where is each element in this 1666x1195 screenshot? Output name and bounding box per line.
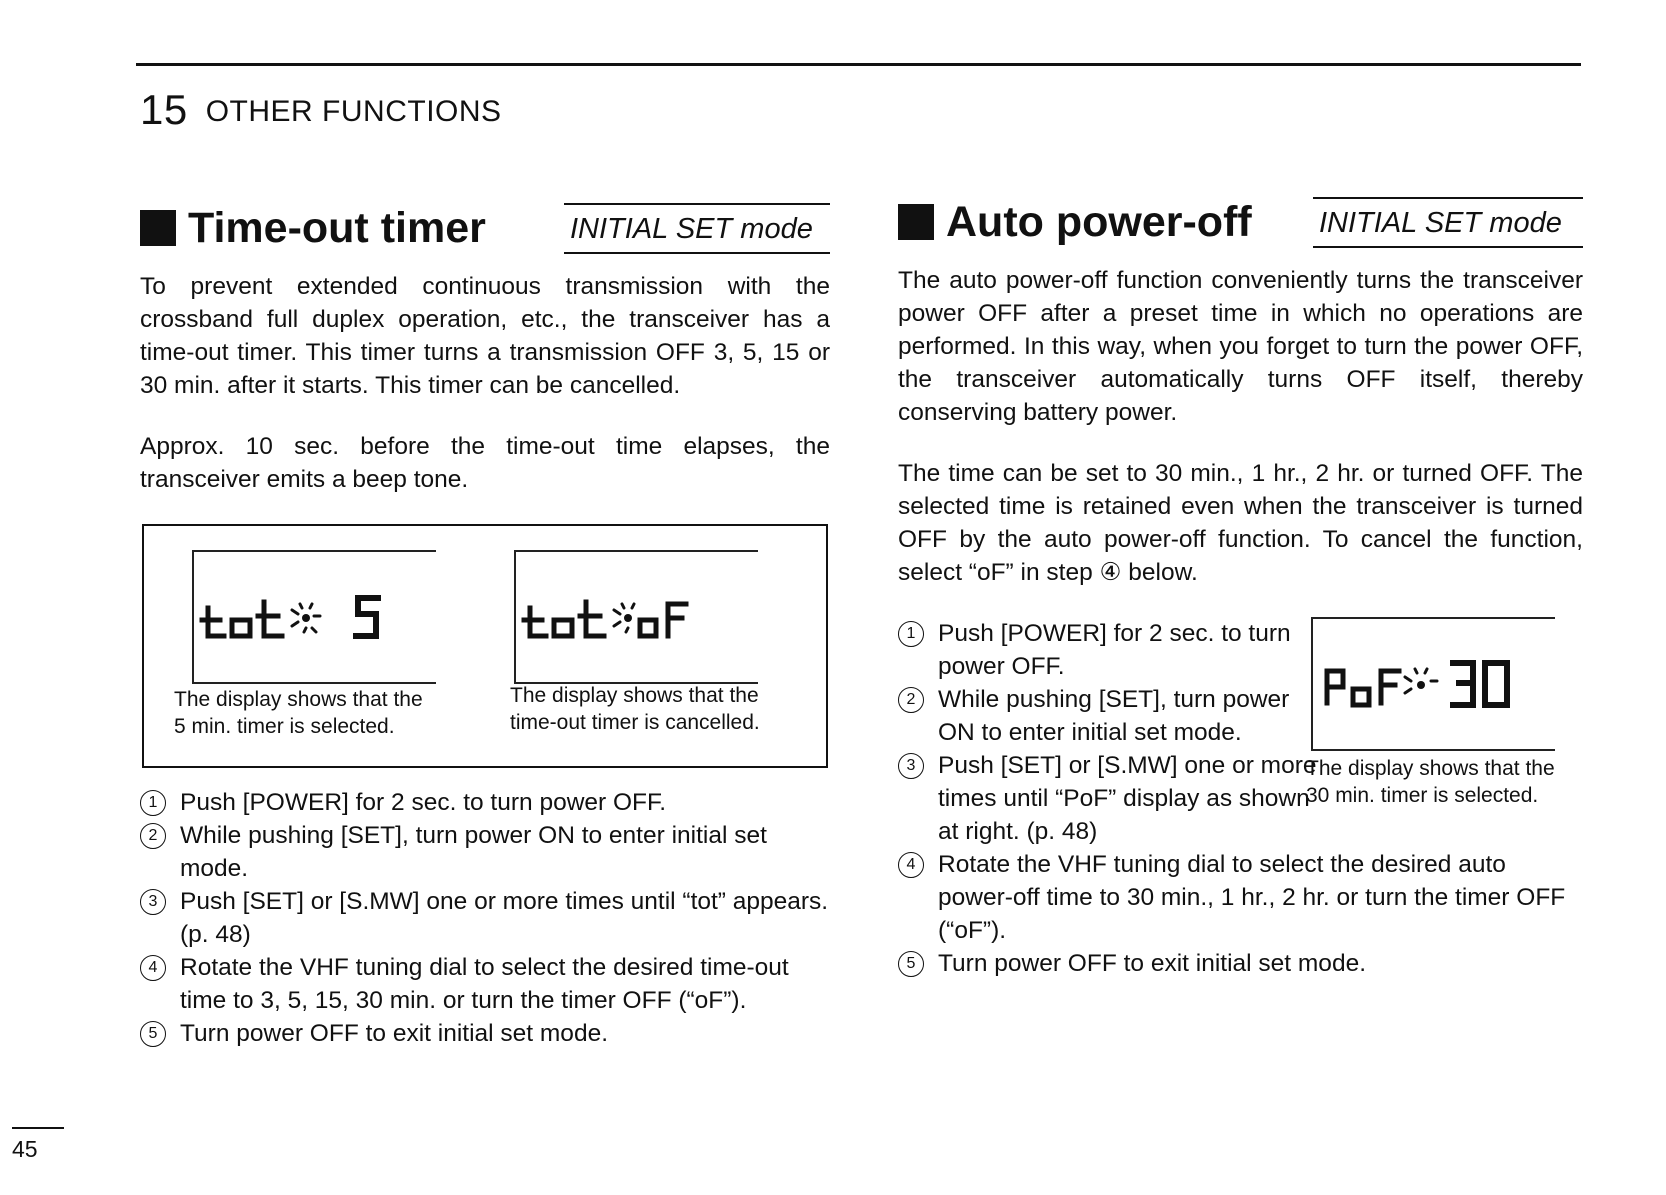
step-item: 1 Push [POWER] for 2 sec. to turn power OFF. [140, 786, 830, 819]
steps-with-display [898, 617, 1583, 980]
heading-square-icon [898, 204, 934, 240]
lcd-pof-30-icon [1313, 619, 1555, 749]
section-title: Time-out timer [188, 203, 486, 252]
display-caption: The display shows that the time-out timer is cancelled. [510, 684, 760, 734]
step-item: 5 Turn power OFF to exit initial set mode. [898, 947, 1583, 980]
page-number-rule [12, 1127, 64, 1129]
step-item: 1 Push [POWER] for 2 sec. to turn power OFF. [898, 617, 1323, 683]
step-item: 3 Push [SET] or [S.MW] one or more times until “tot” appears. (p. 48) [140, 885, 830, 951]
auto-power-off-section [898, 190, 1583, 980]
paragraph: To prevent extended continuous transmission with the crossband full duplex operation, etc., the transceiver has a time-out timer. This timer turns a transmission OFF 3, 5, 15 or 30 min. after it starts. This timer can be cancelled. [140, 273, 830, 399]
lcd-display [192, 550, 436, 684]
chapter-title: OTHER FUNCTIONS [205, 95, 502, 128]
paragraph: The time can be set to 30 min., 1 hr., 2 hr. or turned OFF. The selected time is retained even when the transceiver is turned OFF by the auto power-off function. To cancel the function, select “oF” in step ④ below. [898, 460, 1583, 586]
paragraph: Approx. 10 sec. before the time-out time elapses, the transceiver emits a beep tone. [140, 433, 830, 493]
lcd-tot-5-icon [194, 552, 436, 682]
step-item: 5 Turn power OFF to exit initial set mode. [140, 1017, 830, 1050]
time-out-timer-section [140, 196, 830, 1050]
step-item: 4 Rotate the VHF tuning dial to select the desired auto power-off time to 30 min., 1 hr., 2 hr. or turn the timer OFF (“oF”). [898, 848, 1583, 947]
step-number: 3 [140, 889, 166, 915]
lcd-display [514, 550, 758, 684]
section-heading [898, 190, 1583, 254]
display-examples-box [142, 524, 828, 768]
step-number: 5 [140, 1021, 166, 1047]
step-number: 4 [898, 852, 924, 878]
section-heading [140, 196, 830, 260]
page-number: 45 [12, 1136, 38, 1162]
header-rule [136, 63, 1581, 66]
step-item: 4 Rotate the VHF tuning dial to select the desired time-out time to 3, 5, 15, 30 min. or turn the timer OFF (“oF”). [140, 951, 830, 1017]
lcd-display [1311, 617, 1555, 751]
chapter-number: 15 [140, 86, 188, 133]
mode-label: INITIAL SET mode [564, 203, 830, 254]
paragraph: The auto power-off function conveniently turns the transceiver power OFF after a preset time in which no operations are performed. In this way, when you forget to turn the power OFF, the transceiver automatically turns OFF itself, thereby conserving battery power. [898, 267, 1583, 426]
heading-square-icon [140, 210, 176, 246]
section-title: Auto power-off [946, 197, 1252, 246]
display-caption: The display shows that the 5 min. timer is selected. [174, 688, 423, 738]
step-item: 2 While pushing [SET], turn power ON to enter initial set mode. [898, 683, 1323, 749]
step-number: 1 [898, 621, 924, 647]
step-number: 4 [140, 955, 166, 981]
step-number: 3 [898, 753, 924, 779]
step-item: 2 While pushing [SET], turn power ON to enter initial set mode. [140, 819, 830, 885]
step-number: 1 [140, 790, 166, 816]
step-number: 2 [140, 823, 166, 849]
chapter-header [140, 86, 502, 134]
step-number: 2 [898, 687, 924, 713]
display-caption: The display shows that the 30 min. timer is selected. [1306, 757, 1555, 807]
mode-label: INITIAL SET mode [1313, 197, 1583, 248]
step-item: 3 Push [SET] or [S.MW] one or more times until “PoF” display as shown at right. (p. 48) [898, 749, 1323, 848]
step-number: 5 [898, 951, 924, 977]
step-list [140, 786, 830, 1050]
lcd-tot-of-icon [516, 552, 758, 682]
